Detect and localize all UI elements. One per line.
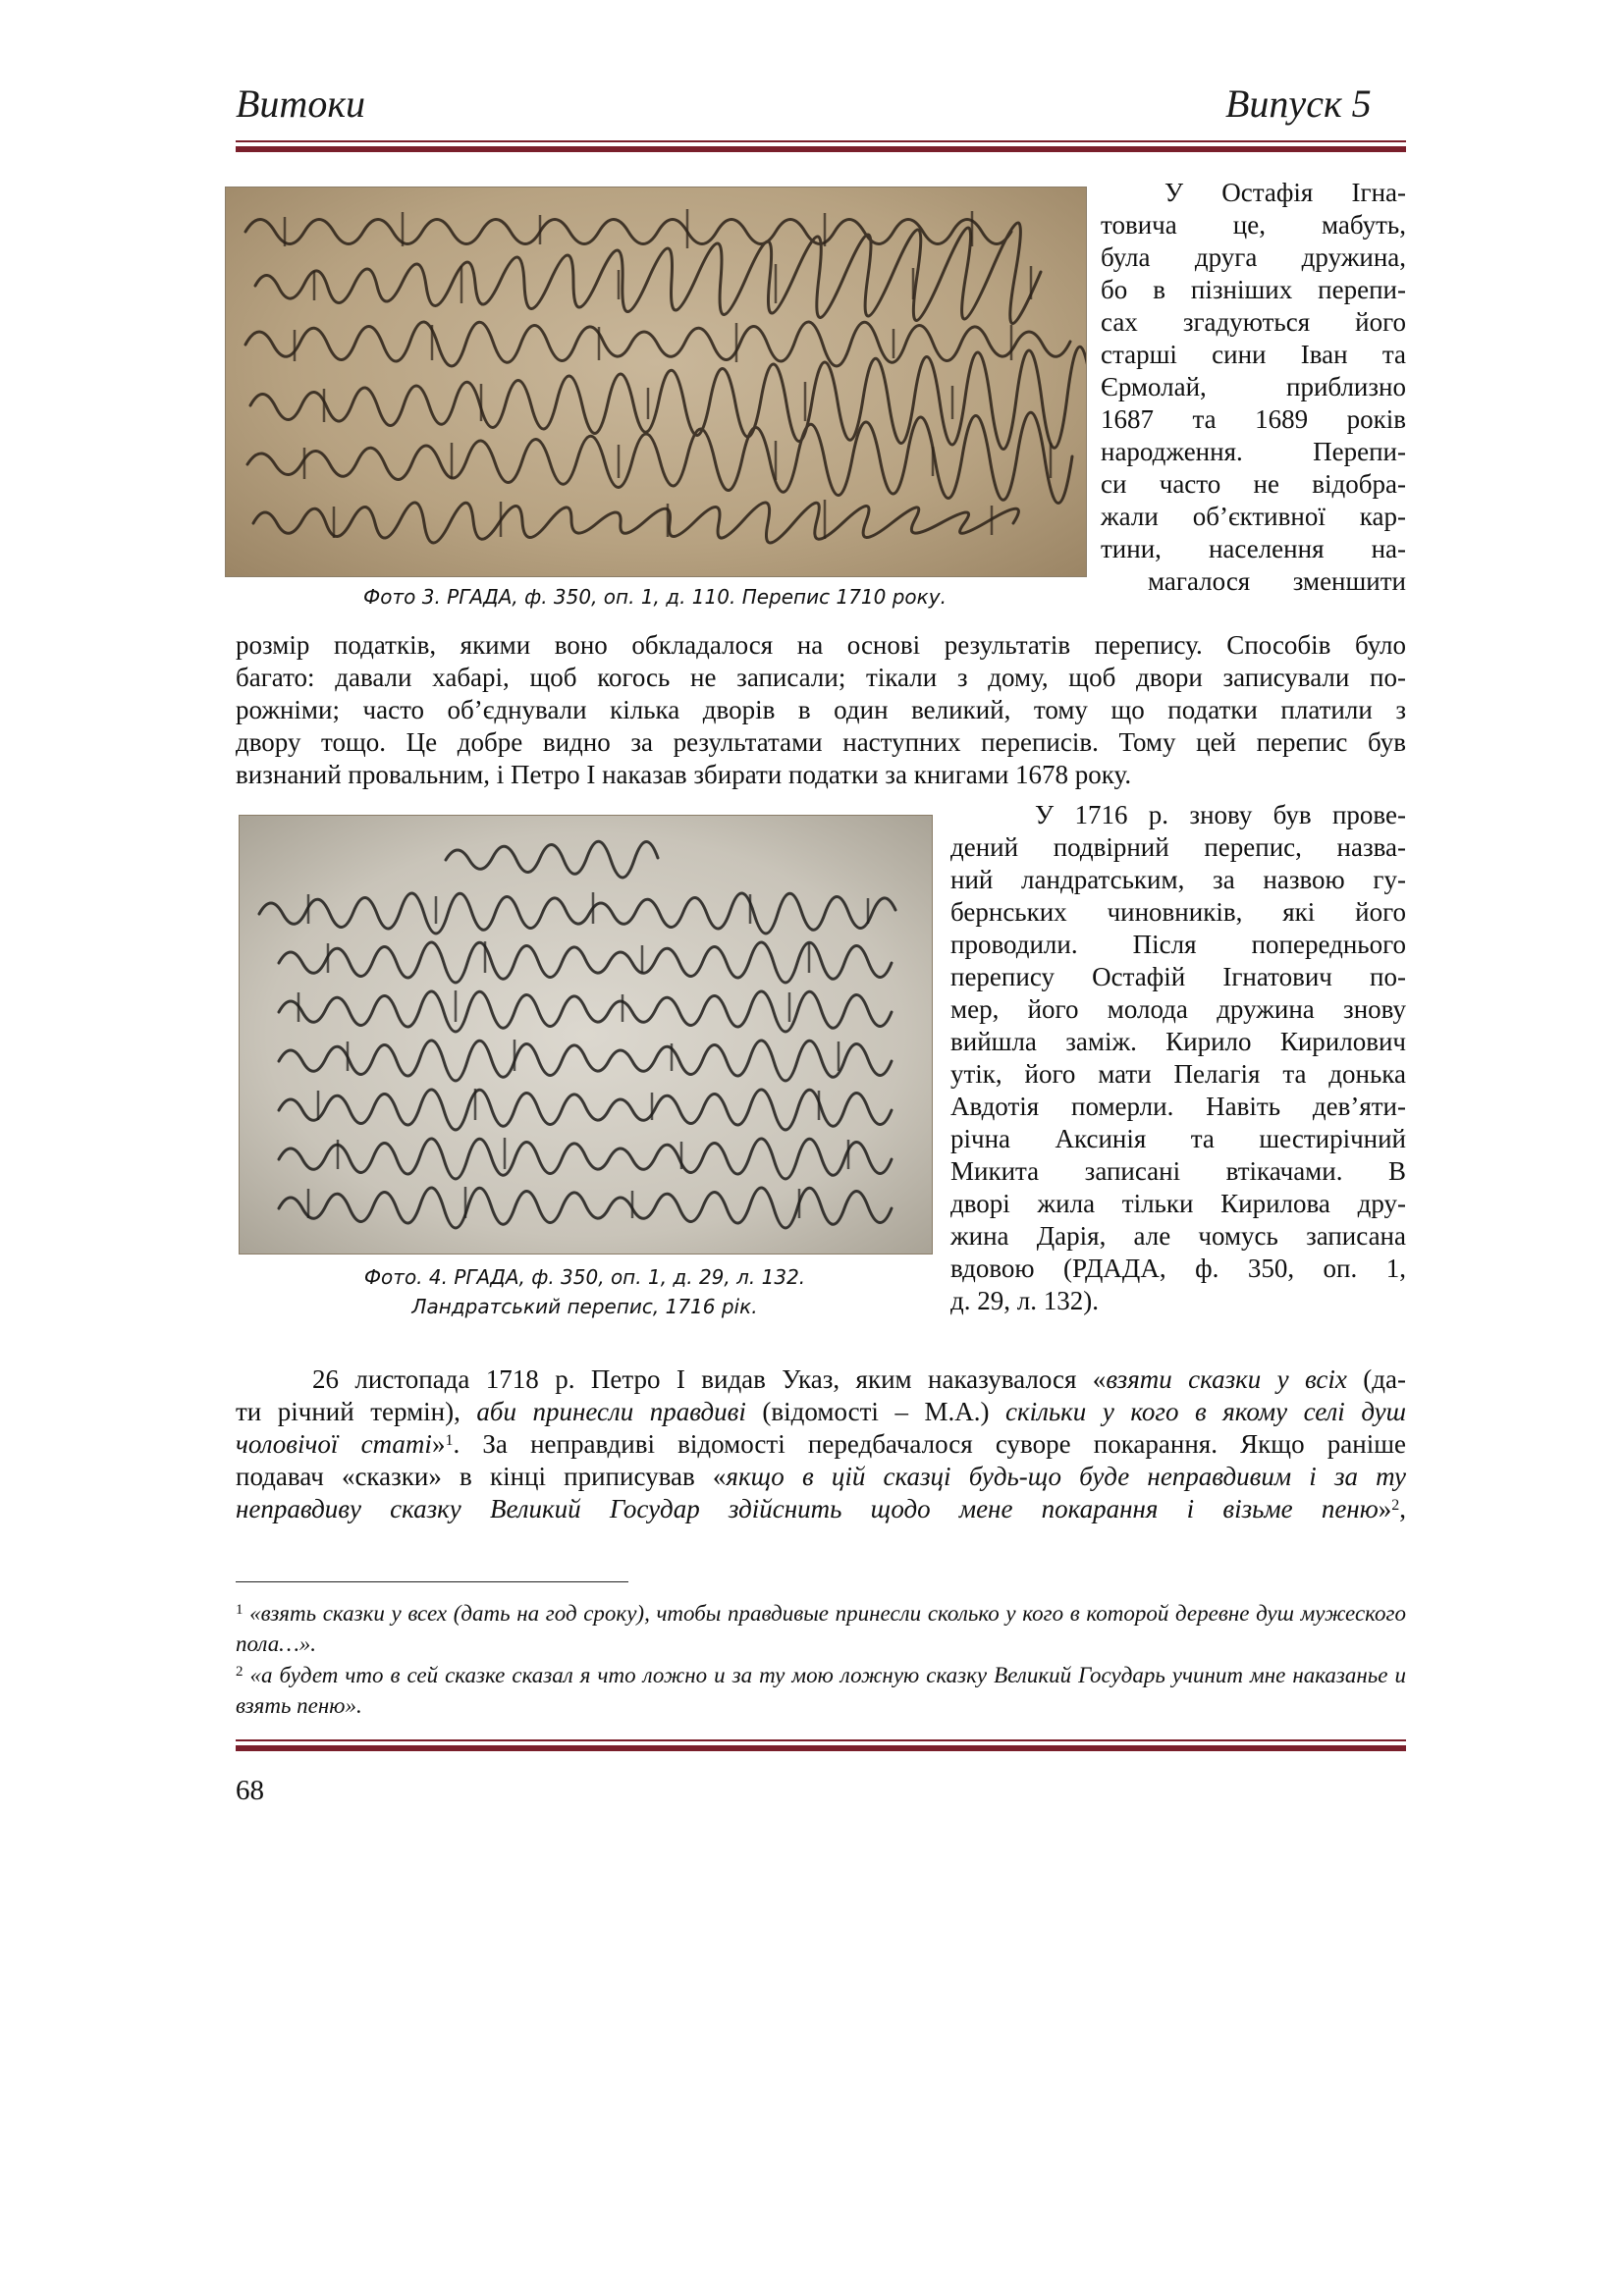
footnote-text: «взять сказки у всех (дать на год сроку), чтобы правдивые принесли сколько у кого в которой деревне душ мужеского пола…». bbox=[236, 1601, 1407, 1656]
quote-run: якщо в цій сказці будь-що буде неправдивим і за ту bbox=[726, 1462, 1406, 1491]
text-line: магалося зменшити bbox=[1148, 566, 1406, 596]
text-line: ний ландратським, за назвою гу- bbox=[950, 865, 1406, 894]
text-run: » bbox=[431, 1429, 446, 1459]
text-line: Авдотія померли. Навіть дев’яти- bbox=[950, 1092, 1406, 1121]
text-run: 26 листопада 1718 р. Петро І видав Указ, яким наказувалося « bbox=[312, 1364, 1107, 1394]
text-line bbox=[236, 1363, 1406, 1396]
text-line: народження. Перепи- bbox=[1101, 437, 1406, 466]
text-line: мер, його молода дружина знову bbox=[950, 994, 1406, 1024]
text-line: багато: давали хабарі, щоб когось не записали; тікали з дому, щоб двори записували по- bbox=[236, 663, 1406, 692]
footer-rule-thin bbox=[236, 1739, 1406, 1741]
issue-number: Випуск 5 bbox=[1225, 81, 1372, 126]
text-column-1 bbox=[1101, 177, 1406, 598]
text-run: ти річний термін), bbox=[236, 1397, 477, 1426]
quote-run: неправдиву сказку Великий Государ здійснить щодо мене покарання і візьме пеню bbox=[236, 1494, 1379, 1523]
text-run: , bbox=[1399, 1494, 1406, 1523]
text-run: подавач «сказки» в кінці приписував « bbox=[236, 1462, 727, 1491]
text-line: 1687 та 1689 років bbox=[1101, 404, 1406, 434]
photo-caption-1710: Фото 3. РГАДА, ф. 350, оп. 1, д. 110. Перепис 1710 року. bbox=[363, 585, 947, 609]
text-line: бо в пізніших перепи- bbox=[1101, 275, 1406, 304]
text-line: Микита записані втікачами. В bbox=[950, 1156, 1406, 1186]
text-line: У Остафія Ігна- bbox=[1164, 178, 1406, 207]
text-line: вдовою (РДАДА, ф. 350, оп. 1, bbox=[950, 1254, 1406, 1283]
header-rule-thin bbox=[236, 140, 1406, 142]
text-line: сах згадуються його bbox=[1101, 307, 1406, 337]
text-line: бернських чиновників, які його bbox=[950, 897, 1406, 927]
text-line: дений подвірний перепис, назва- bbox=[950, 832, 1406, 862]
text-column-2 bbox=[950, 799, 1406, 1317]
quote-run: аби принесли правдиві bbox=[476, 1397, 746, 1426]
journal-title: Витоки bbox=[236, 81, 366, 126]
text-line: вийшла заміж. Кирило Кирилович bbox=[950, 1027, 1406, 1056]
manuscript-photo-1710 bbox=[225, 187, 1087, 577]
text-line bbox=[236, 1493, 1406, 1525]
footnote-separator bbox=[236, 1581, 628, 1582]
text-line bbox=[236, 1428, 1406, 1461]
text-line: Єрмолай, приблизно bbox=[1101, 372, 1406, 401]
text-line: річна Аксинія та шестирічний bbox=[950, 1124, 1406, 1153]
text-line: проводили. Після попереднього bbox=[950, 930, 1406, 959]
footnote-ref-1[interactable]: 1 bbox=[445, 1432, 454, 1449]
text-line: була друга дружина, bbox=[1101, 242, 1406, 272]
text-line: розмір податків, якими воно обкладалося на основі результатів перепису. Способів було bbox=[236, 630, 1406, 660]
manuscript-photo-1716 bbox=[239, 815, 933, 1255]
footnote-text: «а будет что в сей сказке сказал я что ложно и за ту мою ложную сказку Великий Государь учинит мне наказанье и взять пеню». bbox=[236, 1663, 1406, 1718]
text-line: утік, його мати Пелагія та донька bbox=[950, 1059, 1406, 1089]
footnote-number: 1 bbox=[236, 1602, 244, 1618]
text-line: тини, населення на- bbox=[1101, 534, 1406, 563]
page-number: 68 bbox=[236, 1775, 264, 1806]
footnote-ref-2[interactable]: 2 bbox=[1391, 1497, 1400, 1514]
footnote-1 bbox=[236, 1598, 1406, 1659]
text-run: (відомості – М.А.) bbox=[745, 1397, 1005, 1426]
quote-run: взяти сказки у всіх bbox=[1106, 1364, 1347, 1394]
text-line: си часто не відобра- bbox=[1101, 469, 1406, 499]
text-paragraph-2 bbox=[236, 1363, 1406, 1525]
footnote-2 bbox=[236, 1660, 1406, 1721]
text-paragraph-1 bbox=[236, 629, 1406, 791]
text-line: жина Дарія, але чомусь записана bbox=[950, 1221, 1406, 1251]
text-run: (да- bbox=[1346, 1364, 1406, 1394]
text-line: жали об’єктивної кар- bbox=[1101, 502, 1406, 531]
text-run: . За неправдиві відомості передбачалося суворе покарання. Якщо раніше bbox=[453, 1429, 1406, 1459]
caption-line: Фото. 4. РГАДА, ф. 350, оп. 1, д. 29, л. 132. bbox=[363, 1265, 806, 1289]
photo-caption-1716 bbox=[239, 1262, 931, 1321]
handwriting-illustration bbox=[240, 816, 932, 1254]
handwriting-illustration bbox=[226, 187, 1086, 576]
caption-line: Ландратський перепис, 1716 рік. bbox=[411, 1295, 758, 1318]
footer-rule-thick bbox=[236, 1745, 1406, 1751]
text-line: перепису Остафій Ігнатович по- bbox=[950, 962, 1406, 991]
text-line: старші сини Іван та bbox=[1101, 340, 1406, 369]
text-run: » bbox=[1378, 1494, 1392, 1523]
text-line bbox=[236, 1396, 1406, 1428]
text-line: У 1716 р. знову був прове- bbox=[1035, 800, 1406, 829]
footnote-number: 2 bbox=[236, 1664, 244, 1680]
text-line: двору тощо. Це добре видно за результатами наступних переписів. Тому цей перепис був bbox=[236, 727, 1406, 757]
quote-run: скільки у кого в якому селі душ bbox=[1005, 1397, 1406, 1426]
quote-run: чоловічої статі bbox=[236, 1429, 432, 1459]
text-line: товича це, мабуть, bbox=[1101, 210, 1406, 240]
text-line: рожніми; часто об’єднували кілька дворів в один великий, тому що податки платили з bbox=[236, 695, 1406, 724]
text-line bbox=[236, 1461, 1406, 1493]
header-rule-thick bbox=[236, 146, 1406, 152]
text-line: визнаний провальним, і Петро І наказав збирати податки за книгами 1678 року. bbox=[236, 760, 1132, 789]
text-line: дворі жила тільки Кирилова дру- bbox=[950, 1189, 1406, 1218]
text-line: д. 29, л. 132). bbox=[950, 1286, 1099, 1315]
